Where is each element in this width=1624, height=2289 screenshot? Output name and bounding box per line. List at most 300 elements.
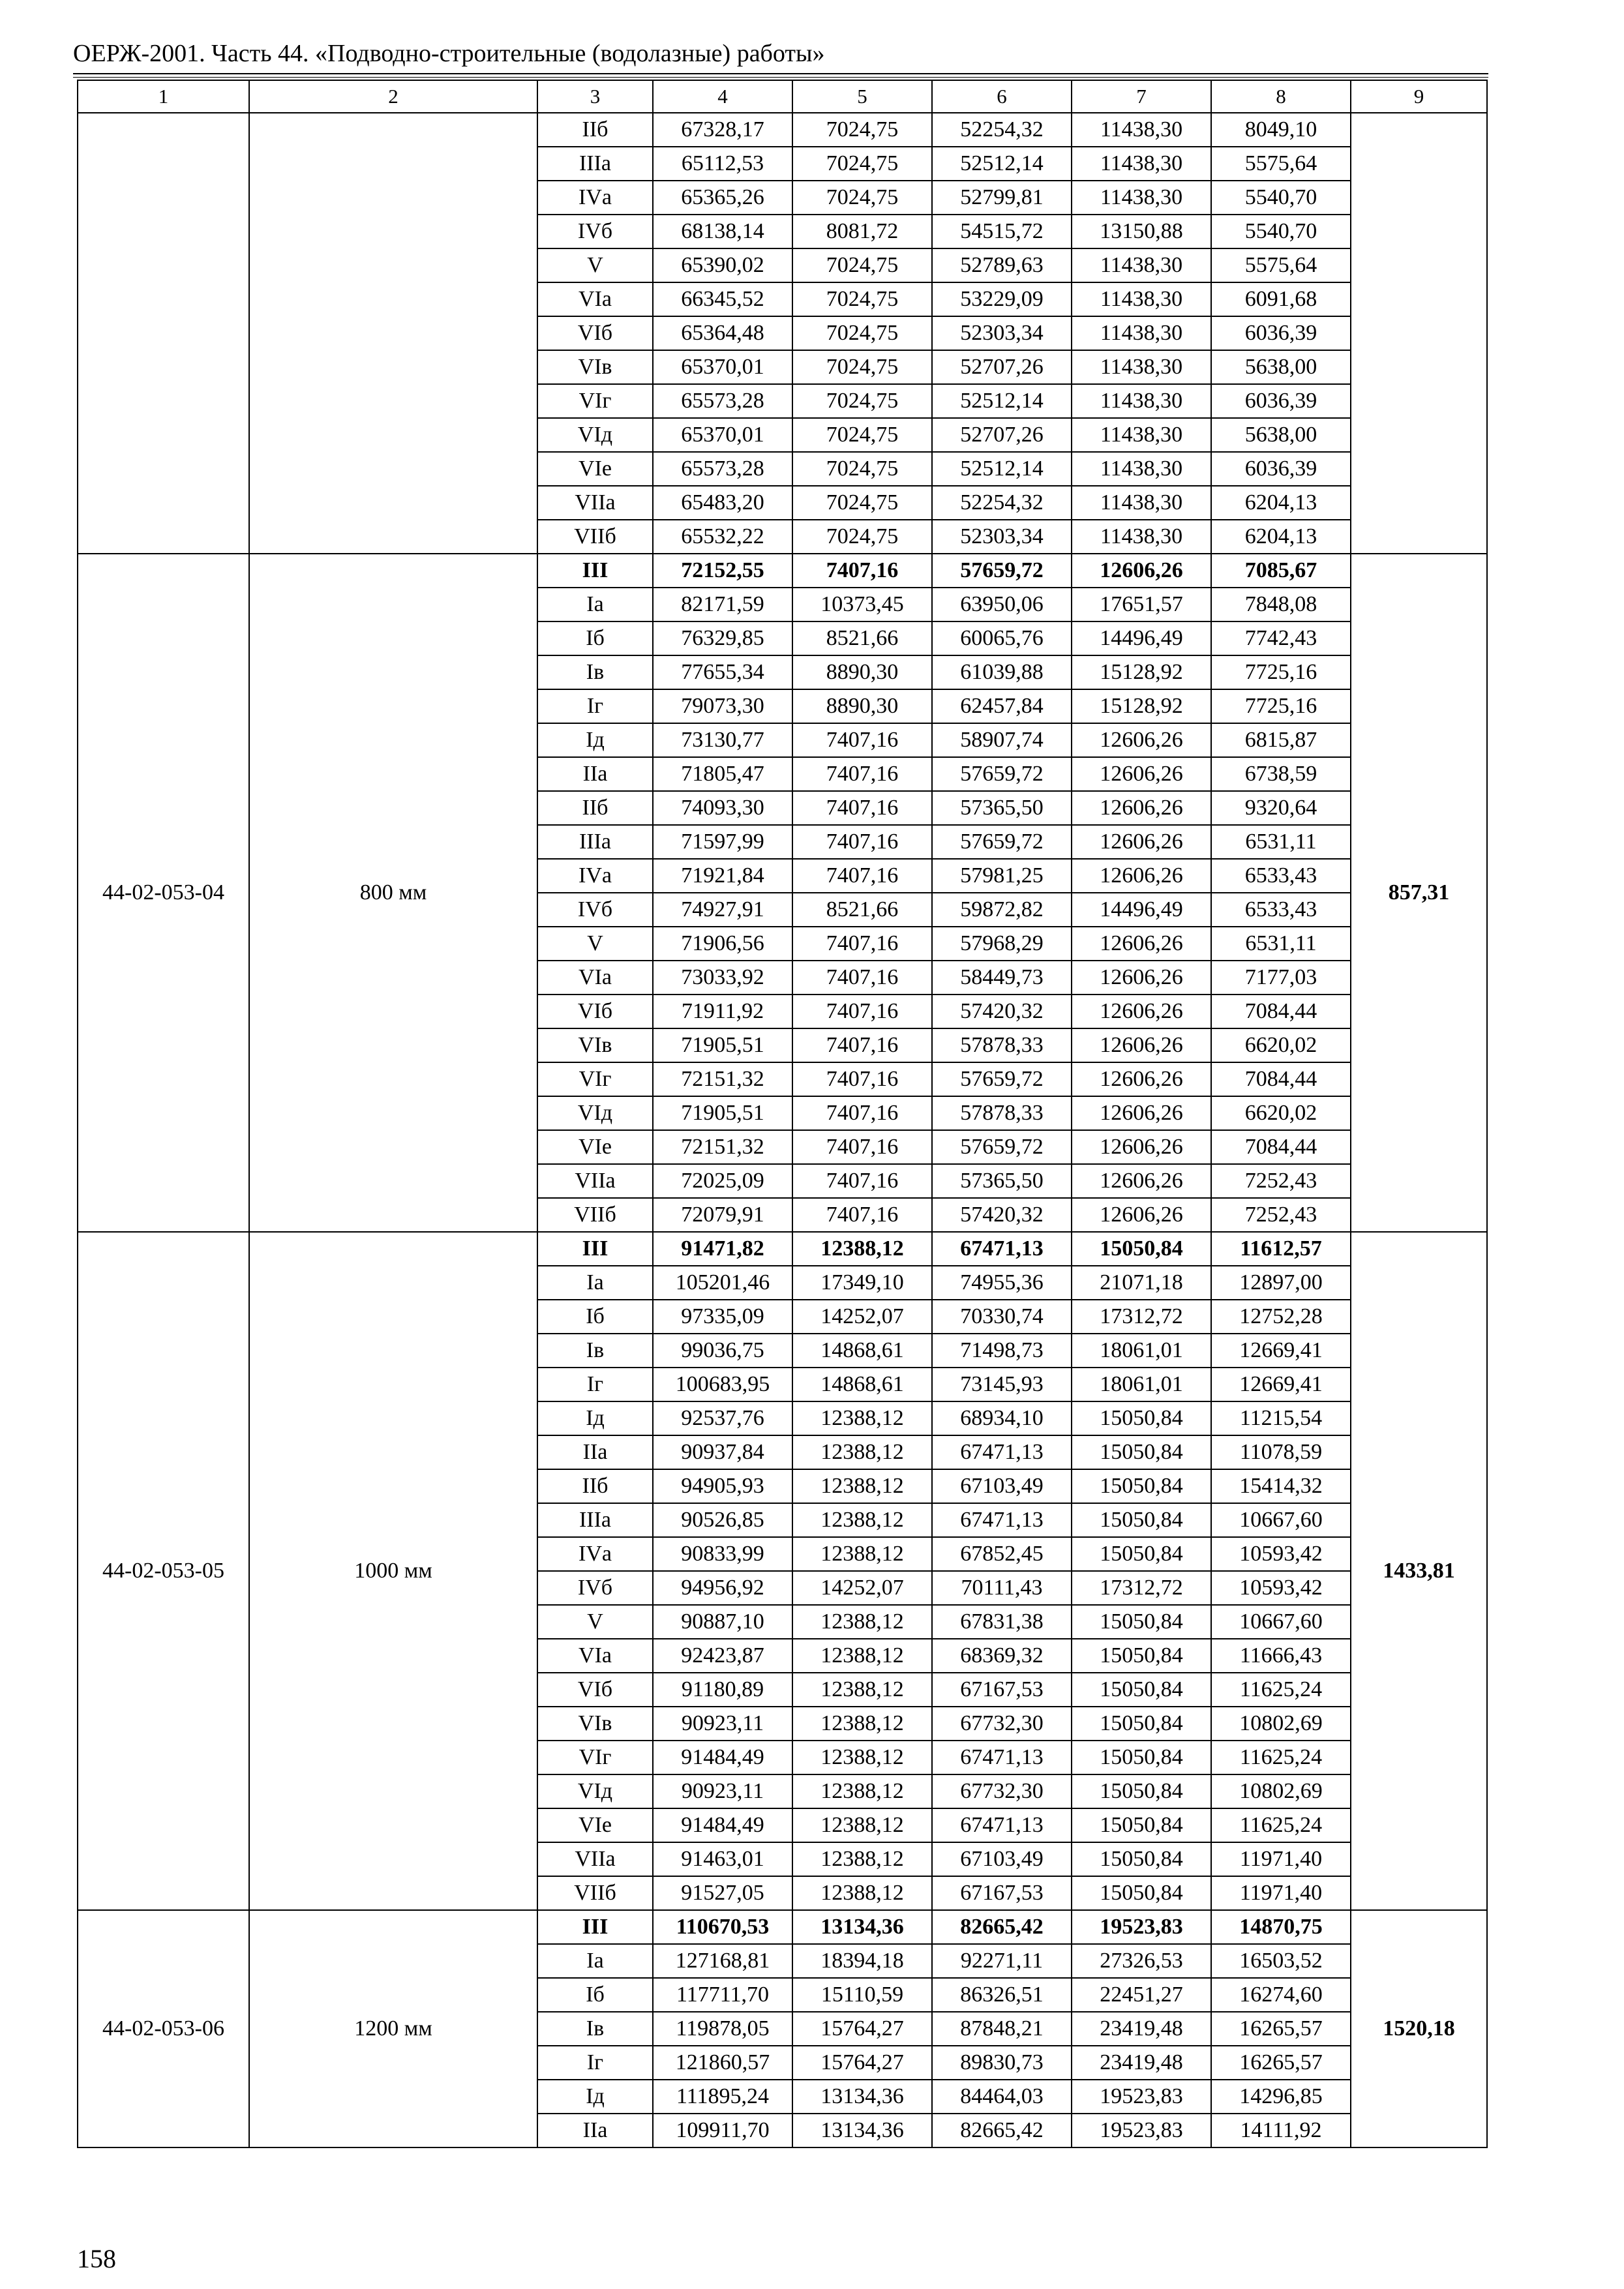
value-cell: 7024,75 [792,316,932,350]
zone-cell: IIа [537,2114,653,2147]
value-cell: 12606,26 [1072,1062,1211,1096]
value-cell: 5575,64 [1211,147,1351,181]
zone-cell: Iг [537,1368,653,1401]
value-cell: 7024,75 [792,350,932,384]
value-cell: 82665,42 [932,1910,1072,1944]
value-cell: 74093,30 [653,791,792,825]
value-cell: 16274,60 [1211,1978,1351,2012]
value-cell: 57659,72 [932,1130,1072,1164]
value-cell: 76329,85 [653,621,792,655]
value-cell: 82171,59 [653,588,792,621]
value-cell: 74927,91 [653,893,792,927]
value-cell: 11438,30 [1072,113,1211,147]
value-cell: 65364,48 [653,316,792,350]
column-header: 2 [249,80,537,113]
value-cell: 7177,03 [1211,961,1351,995]
value-cell: 5575,64 [1211,248,1351,282]
zone-cell: VIв [537,1707,653,1741]
value-cell: 11438,30 [1072,350,1211,384]
labor-total-cell [1351,554,1487,1232]
table-body [78,113,1487,2147]
value-cell: 65390,02 [653,248,792,282]
value-cell: 105201,46 [653,1266,792,1300]
zone-cell: IIIа [537,825,653,859]
value-cell: 52303,34 [932,520,1072,554]
value-cell: 67732,30 [932,1707,1072,1741]
labor-total-cell [1351,113,1487,554]
value-cell: 67103,49 [932,1842,1072,1876]
value-cell: 67852,45 [932,1537,1072,1571]
value-cell: 7024,75 [792,282,932,316]
value-cell: 67103,49 [932,1469,1072,1503]
value-cell: 57659,72 [932,757,1072,791]
zone-cell: IVб [537,215,653,248]
value-cell: 111895,24 [653,2080,792,2114]
value-cell: 7407,16 [792,757,932,791]
header-rule [73,73,1488,74]
value-cell: 7024,75 [792,520,932,554]
value-cell: 67471,13 [932,1741,1072,1774]
zone-cell: III [537,1910,653,1944]
value-cell: 57420,32 [932,995,1072,1028]
value-cell: 14496,49 [1072,621,1211,655]
value-cell: 15050,84 [1072,1503,1211,1537]
labor-total-cell [1351,1232,1487,1910]
table-row [78,554,1487,588]
value-cell: 57365,50 [932,1164,1072,1198]
value-cell: 91484,49 [653,1808,792,1842]
value-cell: 12669,41 [1211,1368,1351,1401]
value-cell: 10373,45 [792,588,932,621]
zone-cell: Iв [537,2012,653,2046]
value-cell: 12606,26 [1072,961,1211,995]
value-cell: 8081,72 [792,215,932,248]
value-cell: 17312,72 [1072,1300,1211,1334]
value-cell: 15050,84 [1072,1232,1211,1266]
value-cell: 57659,72 [932,825,1072,859]
column-header: 4 [653,80,792,113]
value-cell: 65365,26 [653,181,792,215]
value-cell: 65112,53 [653,147,792,181]
value-cell: 10593,42 [1211,1537,1351,1571]
value-cell: 97335,09 [653,1300,792,1334]
value-cell: 15050,84 [1072,1707,1211,1741]
value-cell: 72025,09 [653,1164,792,1198]
value-cell: 90526,85 [653,1503,792,1537]
table-row [78,1910,1487,1944]
value-cell: 90833,99 [653,1537,792,1571]
value-cell: 11612,57 [1211,1232,1351,1266]
value-cell: 15050,84 [1072,1876,1211,1910]
value-cell: 12606,26 [1072,791,1211,825]
value-cell: 12606,26 [1072,995,1211,1028]
value-cell: 15050,84 [1072,1469,1211,1503]
value-cell: 10802,69 [1211,1707,1351,1741]
zone-cell: V [537,927,653,961]
value-cell: 14868,61 [792,1368,932,1401]
value-cell: 79073,30 [653,689,792,723]
value-cell: 61039,88 [932,655,1072,689]
value-cell: 7024,75 [792,181,932,215]
value-cell: 7084,44 [1211,995,1351,1028]
zone-cell: VIIб [537,520,653,554]
value-cell: 15128,92 [1072,655,1211,689]
zone-cell: VIе [537,1130,653,1164]
value-cell: 15050,84 [1072,1774,1211,1808]
value-cell: 66345,52 [653,282,792,316]
value-cell: 7407,16 [792,825,932,859]
column-number-row [78,80,1487,113]
value-cell: 57365,50 [932,791,1072,825]
value-cell: 72151,32 [653,1130,792,1164]
value-cell: 13134,36 [792,2080,932,2114]
value-cell: 100683,95 [653,1368,792,1401]
value-cell: 92537,76 [653,1401,792,1435]
value-cell: 13134,36 [792,1910,932,1944]
labor-total-value: 1433,81 [1383,1559,1455,1583]
value-cell: 14870,75 [1211,1910,1351,1944]
zone-cell: VIг [537,384,653,418]
value-cell: 12388,12 [792,1435,932,1469]
value-cell: 15764,27 [792,2046,932,2080]
value-cell: 53229,09 [932,282,1072,316]
price-table [77,80,1488,2148]
value-cell: 12606,26 [1072,757,1211,791]
value-cell: 7085,67 [1211,554,1351,588]
labor-total-cell [1351,1910,1487,2147]
value-cell: 11438,30 [1072,384,1211,418]
value-cell: 57420,32 [932,1198,1072,1232]
value-cell: 5638,00 [1211,350,1351,384]
value-cell: 12388,12 [792,1503,932,1537]
zone-cell: III [537,554,653,588]
value-cell: 10667,60 [1211,1503,1351,1537]
value-cell: 15414,32 [1211,1469,1351,1503]
value-cell: 12606,26 [1072,1164,1211,1198]
value-cell: 12388,12 [792,1232,932,1266]
value-cell: 19523,83 [1072,1910,1211,1944]
zone-cell: VIа [537,1639,653,1673]
value-cell: 52254,32 [932,113,1072,147]
value-cell: 8890,30 [792,655,932,689]
value-cell: 57968,29 [932,927,1072,961]
page-title: ОЕРЖ-2001. Часть 44. «Подводно-строительные (водолазные) работы» [73,40,825,67]
value-cell: 23419,48 [1072,2012,1211,2046]
value-cell: 27326,53 [1072,1944,1211,1978]
value-cell: 10802,69 [1211,1774,1351,1808]
value-cell: 7407,16 [792,961,932,995]
value-cell: 52512,14 [932,147,1072,181]
zone-cell: VIв [537,350,653,384]
value-cell: 11438,30 [1072,282,1211,316]
value-cell: 63950,06 [932,588,1072,621]
value-cell: 12606,26 [1072,1096,1211,1130]
zone-cell: VIIб [537,1198,653,1232]
zone-cell: Iб [537,621,653,655]
zone-cell: Iб [537,1300,653,1334]
value-cell: 90887,10 [653,1605,792,1639]
value-cell: 65573,28 [653,384,792,418]
value-cell: 68138,14 [653,215,792,248]
value-cell: 59872,82 [932,893,1072,927]
zone-cell: Iд [537,2080,653,2114]
zone-cell: IVб [537,893,653,927]
value-cell: 7024,75 [792,486,932,520]
value-cell: 72079,91 [653,1198,792,1232]
value-cell: 12606,26 [1072,859,1211,893]
value-cell: 91471,82 [653,1232,792,1266]
value-cell: 23419,48 [1072,2046,1211,2080]
value-cell: 7742,43 [1211,621,1351,655]
value-cell: 7407,16 [792,1198,932,1232]
value-cell: 8890,30 [792,689,932,723]
value-cell: 119878,05 [653,2012,792,2046]
value-cell: 7725,16 [1211,655,1351,689]
zone-cell: IIб [537,113,653,147]
value-cell: 52707,26 [932,418,1072,452]
value-cell: 7024,75 [792,147,932,181]
column-header: 5 [792,80,932,113]
value-cell: 7084,44 [1211,1062,1351,1096]
zone-cell: VIд [537,1096,653,1130]
zone-cell: VIд [537,1774,653,1808]
value-cell: 18061,01 [1072,1334,1211,1368]
value-cell: 73130,77 [653,723,792,757]
value-cell: 12669,41 [1211,1334,1351,1368]
value-cell: 68369,32 [932,1639,1072,1673]
value-cell: 7407,16 [792,554,932,588]
value-cell: 65573,28 [653,452,792,486]
value-cell: 74955,36 [932,1266,1072,1300]
value-cell: 15128,92 [1072,689,1211,723]
value-cell: 57878,33 [932,1028,1072,1062]
value-cell: 11438,30 [1072,248,1211,282]
value-cell: 6036,39 [1211,316,1351,350]
value-cell: 67167,53 [932,1876,1072,1910]
rate-code-cell [78,113,249,554]
value-cell: 86326,51 [932,1978,1072,2012]
value-cell: 12388,12 [792,1876,932,1910]
value-cell: 91484,49 [653,1741,792,1774]
value-cell: 77655,34 [653,655,792,689]
value-cell: 67471,13 [932,1435,1072,1469]
value-cell: 6533,43 [1211,859,1351,893]
value-cell: 9320,64 [1211,791,1351,825]
value-cell: 7848,08 [1211,588,1351,621]
value-cell: 15050,84 [1072,1537,1211,1571]
value-cell: 72151,32 [653,1062,792,1096]
zone-cell: Iг [537,2046,653,2080]
value-cell: 7252,43 [1211,1198,1351,1232]
zone-cell: VIг [537,1741,653,1774]
value-cell: 7407,16 [792,723,932,757]
value-cell: 52303,34 [932,316,1072,350]
diameter-cell: 1000 мм [249,1232,537,1910]
value-cell: 11078,59 [1211,1435,1351,1469]
value-cell: 18061,01 [1072,1368,1211,1401]
labor-total-value: 857,31 [1388,880,1450,905]
value-cell: 12752,28 [1211,1300,1351,1334]
value-cell: 16503,52 [1211,1944,1351,1978]
value-cell: 7084,44 [1211,1130,1351,1164]
value-cell: 99036,75 [653,1334,792,1368]
value-cell: 92423,87 [653,1639,792,1673]
value-cell: 90923,11 [653,1707,792,1741]
value-cell: 12606,26 [1072,723,1211,757]
diameter-cell: 1200 мм [249,1910,537,2147]
value-cell: 6620,02 [1211,1028,1351,1062]
value-cell: 7024,75 [792,113,932,147]
value-cell: 87848,21 [932,2012,1072,2046]
table-row [78,113,1487,147]
value-cell: 11666,43 [1211,1639,1351,1673]
column-header: 6 [932,80,1072,113]
value-cell: 8521,66 [792,893,932,927]
value-cell: 15050,84 [1072,1741,1211,1774]
value-cell: 6036,39 [1211,452,1351,486]
value-cell: 16265,57 [1211,2012,1351,2046]
value-cell: 58907,74 [932,723,1072,757]
rate-code-cell: 44-02-053-04 [78,554,249,1232]
value-cell: 12388,12 [792,1673,932,1707]
value-cell: 12606,26 [1072,927,1211,961]
value-cell: 11971,40 [1211,1876,1351,1910]
value-cell: 57981,25 [932,859,1072,893]
value-cell: 94956,92 [653,1571,792,1605]
column-header: 8 [1211,80,1351,113]
value-cell: 67831,38 [932,1605,1072,1639]
zone-cell: IVа [537,1537,653,1571]
value-cell: 65370,01 [653,350,792,384]
value-cell: 6620,02 [1211,1096,1351,1130]
value-cell: 7407,16 [792,1096,932,1130]
value-cell: 6531,11 [1211,825,1351,859]
value-cell: 21071,18 [1072,1266,1211,1300]
value-cell: 15050,84 [1072,1808,1211,1842]
value-cell: 6738,59 [1211,757,1351,791]
value-cell: 6036,39 [1211,384,1351,418]
value-cell: 7024,75 [792,248,932,282]
diameter-cell: 800 мм [249,554,537,1232]
value-cell: 7024,75 [792,384,932,418]
value-cell: 12388,12 [792,1741,932,1774]
zone-cell: IVа [537,859,653,893]
value-cell: 82665,42 [932,2114,1072,2147]
value-cell: 91463,01 [653,1842,792,1876]
value-cell: 92271,11 [932,1944,1072,1978]
value-cell: 7407,16 [792,995,932,1028]
zone-cell: VIе [537,1808,653,1842]
value-cell: 7407,16 [792,1130,932,1164]
value-cell: 14868,61 [792,1334,932,1368]
value-cell: 12606,26 [1072,825,1211,859]
zone-cell: VIв [537,1028,653,1062]
zone-cell: Iб [537,1978,653,2012]
value-cell: 14252,07 [792,1300,932,1334]
value-cell: 19523,83 [1072,2080,1211,2114]
value-cell: 18394,18 [792,1944,932,1978]
value-cell: 17651,57 [1072,588,1211,621]
rate-code-cell: 44-02-053-05 [78,1232,249,1910]
value-cell: 73145,93 [932,1368,1072,1401]
value-cell: 71906,56 [653,927,792,961]
zone-cell: VIг [537,1062,653,1096]
zone-cell: VIIб [537,1876,653,1910]
value-cell: 15050,84 [1072,1605,1211,1639]
table-row [78,1232,1487,1266]
zone-cell: VIIа [537,486,653,520]
value-cell: 121860,57 [653,2046,792,2080]
zone-cell: VIа [537,961,653,995]
value-cell: 15110,59 [792,1978,932,2012]
value-cell: 70111,43 [932,1571,1072,1605]
column-header: 7 [1072,80,1211,113]
value-cell: 11438,30 [1072,418,1211,452]
value-cell: 11438,30 [1072,316,1211,350]
value-cell: 52789,63 [932,248,1072,282]
value-cell: 71805,47 [653,757,792,791]
value-cell: 12388,12 [792,1707,932,1741]
value-cell: 71921,84 [653,859,792,893]
zone-cell: III [537,1232,653,1266]
zone-cell: Iа [537,1944,653,1978]
value-cell: 52512,14 [932,384,1072,418]
value-cell: 16265,57 [1211,2046,1351,2080]
value-cell: 110670,53 [653,1910,792,1944]
value-cell: 11438,30 [1072,520,1211,554]
value-cell: 7024,75 [792,452,932,486]
value-cell: 90923,11 [653,1774,792,1808]
zone-cell: IVб [537,1571,653,1605]
value-cell: 12388,12 [792,1469,932,1503]
value-cell: 12897,00 [1211,1266,1351,1300]
zone-cell: VIб [537,316,653,350]
value-cell: 13150,88 [1072,215,1211,248]
value-cell: 11625,24 [1211,1741,1351,1774]
value-cell: 11971,40 [1211,1842,1351,1876]
value-cell: 12606,26 [1072,554,1211,588]
value-cell: 71911,92 [653,995,792,1028]
zone-cell: IIб [537,1469,653,1503]
value-cell: 15050,84 [1072,1842,1211,1876]
value-cell: 91527,05 [653,1876,792,1910]
zone-cell: IIIа [537,1503,653,1537]
zone-cell: Iг [537,689,653,723]
value-cell: 12606,26 [1072,1198,1211,1232]
value-cell: 71905,51 [653,1028,792,1062]
value-cell: 71498,73 [932,1334,1072,1368]
value-cell: 11438,30 [1072,147,1211,181]
value-cell: 12388,12 [792,1401,932,1435]
zone-cell: Iв [537,1334,653,1368]
value-cell: 117711,70 [653,1978,792,2012]
zone-cell: VIд [537,418,653,452]
value-cell: 54515,72 [932,215,1072,248]
zone-cell: V [537,1605,653,1639]
header-rule-thin [73,77,1488,78]
value-cell: 57878,33 [932,1096,1072,1130]
value-cell: 12606,26 [1072,1028,1211,1062]
value-cell: 7407,16 [792,927,932,961]
value-cell: 15050,84 [1072,1435,1211,1469]
value-cell: 7252,43 [1211,1164,1351,1198]
value-cell: 12388,12 [792,1605,932,1639]
value-cell: 19523,83 [1072,2114,1211,2147]
value-cell: 5638,00 [1211,418,1351,452]
value-cell: 84464,03 [932,2080,1072,2114]
labor-total-value: 1520,18 [1383,2016,1455,2041]
zone-cell: Iа [537,1266,653,1300]
